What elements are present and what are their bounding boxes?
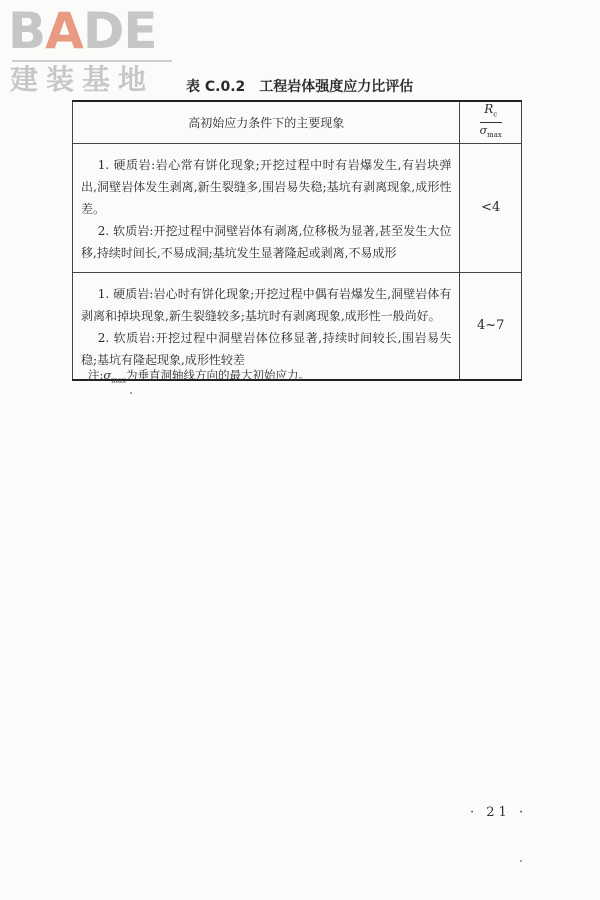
- logo-letter: E: [123, 2, 157, 60]
- table-header-row: [73, 101, 522, 143]
- table-row: [73, 143, 522, 272]
- ratio-numerator: $R_c$: [480, 102, 502, 123]
- phenomenon-item: 1. 硬质岩:岩心常有饼化现象;开挖过程中时有岩爆发生,有岩块弹出,洞壁岩体发生剥离,新生裂缝多,围岩易失稳;基坑有剥离现象,成形性差。: [81, 157, 452, 216]
- logo-letter: D: [82, 2, 124, 60]
- row-ratio-value: <4: [460, 143, 522, 272]
- table-row: [73, 272, 522, 380]
- scan-speck: [130, 392, 132, 394]
- table-title: 工程岩体强度应力比评估: [259, 79, 414, 95]
- bade-logo: [8, 4, 178, 96]
- logo-subtitle: 建装基地: [10, 63, 155, 96]
- table-note: 注$:\sigma_{max}$为垂直洞轴线方向的最大初始应力。: [88, 368, 310, 385]
- phenomenon-item: 1. 硬质岩:岩心时有饼化现象;开挖过程中偶有岩爆发生,洞壁岩体有剥离和掉块现象,新生裂缝较多;基坑时有剥离现象,成形性一般尚好。: [81, 286, 452, 323]
- scan-speck: [520, 860, 522, 862]
- table-caption: [186, 76, 413, 96]
- row-phenomena: [73, 143, 460, 272]
- logo-letter: B: [8, 2, 46, 60]
- logo-divider: [12, 60, 172, 62]
- page-number: · 21 ·: [470, 805, 528, 820]
- table-number: 表 C.0.2: [186, 79, 246, 95]
- ratio-denominator: $\sigma_{max}$: [479, 124, 502, 140]
- logo-letter-accent: A: [45, 2, 83, 60]
- logo-wordmark: [8, 2, 157, 60]
- phenomenon-item: 2. 软质岩:开挖过程中洞壁岩体有剥离,位移极为显著,甚至发生大位移,持续时间长,不易成洞;基坑发生显著隆起或剥离,不易成形: [81, 223, 452, 260]
- ratio-fraction: [480, 102, 502, 143]
- phenomenon-item: 2. 软质岩:开挖过程中洞壁岩体位移显著,持续时间较长,围岩易失稳;基坑有隆起现象,成形性较差: [81, 330, 452, 367]
- row-ratio-value: 4~7: [460, 272, 522, 380]
- row-phenomena: [73, 272, 460, 380]
- header-phenomena: 高初始应力条件下的主要现象: [73, 101, 460, 143]
- stress-ratio-table: [72, 100, 522, 381]
- header-ratio: [460, 101, 522, 143]
